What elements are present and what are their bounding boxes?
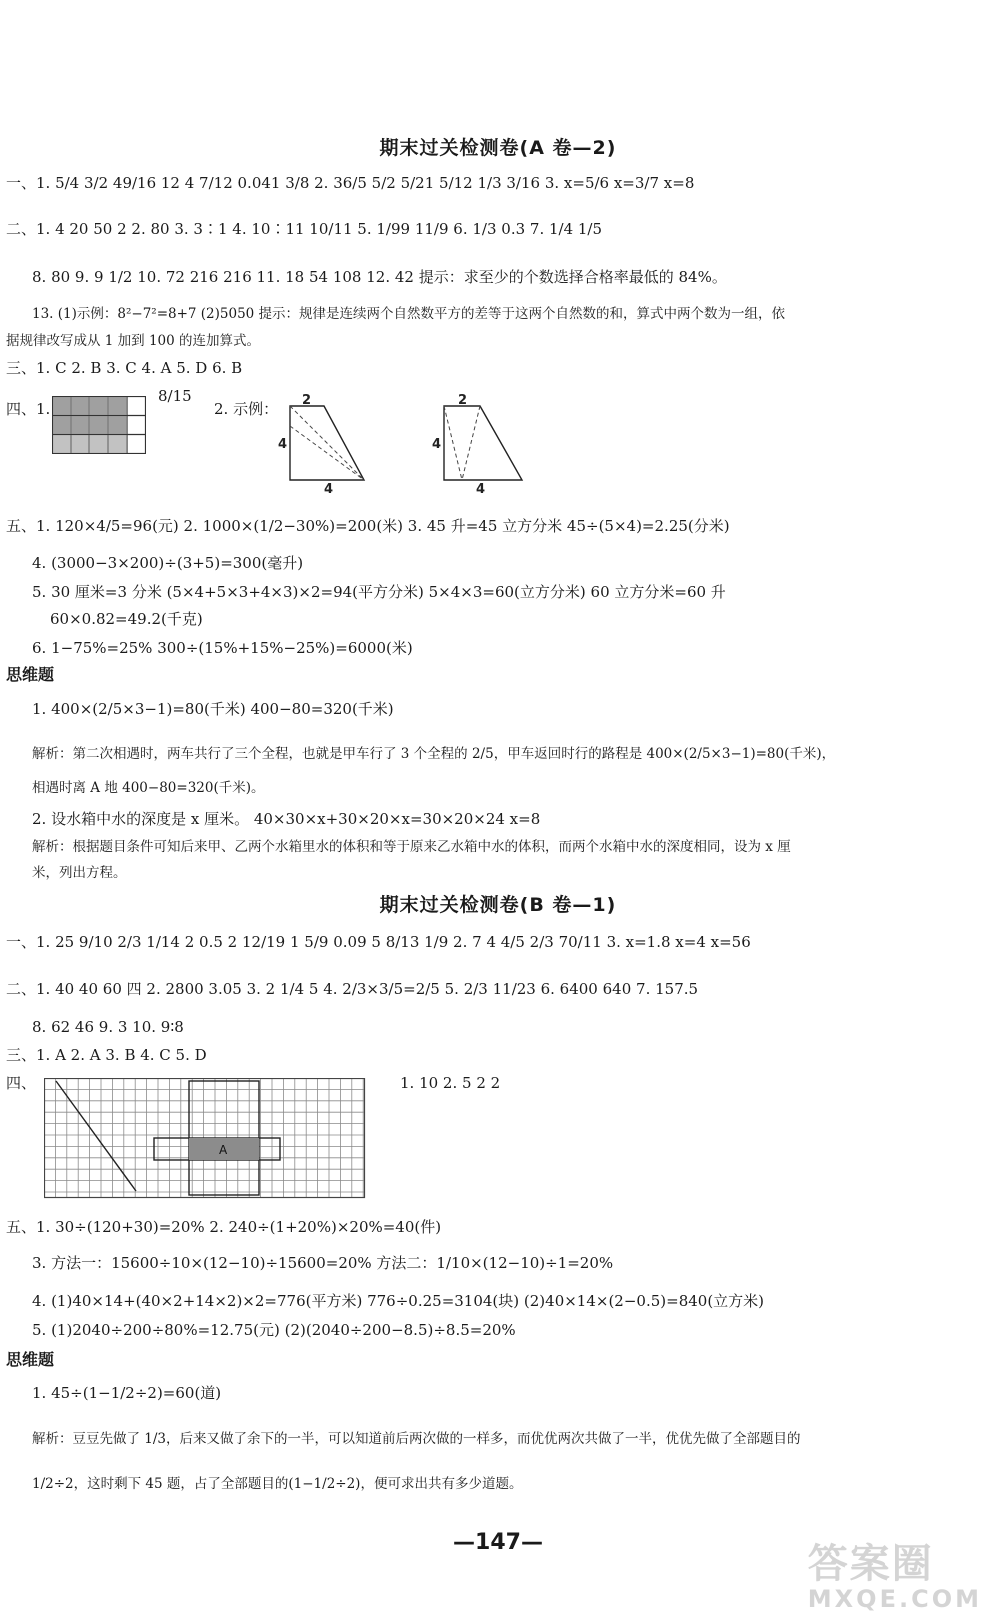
a-part1-answers: 一、1. 5/4 3/2 49/16 12 4 7/12 0.041 3/8 2. 36/5 5/2 5/21 5/12 1/3 3/16 3. x=5/6 x=3/7 x=8 [6, 174, 695, 192]
page-number: —147— [453, 1530, 543, 1555]
a-part5-line5: 6. 1−75%=25% 300÷(15%+15%−25%)=6000(米) [32, 639, 413, 657]
section-a-title: 期末过关检测卷(A 卷—2) [379, 137, 617, 159]
a-thinking-q2-analysis-1: 解析：根据题目条件可知后来甲、乙两个水箱里水的体积和等于原来乙水箱中水的体积，而两个水箱中水的深度相同，设为 x 厘 [32, 839, 791, 855]
b-part5-line2: 3. 方法一：15600÷10×(12−10)÷15600=20% 方法二：1/10×(12−10)÷1=20% [32, 1254, 614, 1272]
a-part4-label: 四、1. [6, 400, 51, 418]
a-thinking-q1: 1. 400×(2/5×3−1)=80(千米) 400−80=320(千米) [32, 700, 394, 718]
a-thinking-q2-analysis-2: 米，列出方程。 [32, 865, 127, 881]
a-thinking-q1-analysis-1: 解析：第二次相遇时，两车共行了三个全程，也就是甲车行了 3 个全程的 2/5，甲车返回时行的路程是 400×(2/5×3−1)=80(千米)， [32, 746, 836, 762]
b-part5-line4: 5. (1)2040÷200÷80%=12.75(元) (2)(2040÷200−8.5)÷8.5=20% [32, 1321, 516, 1339]
a-part2-line1: 二、1. 4 20 50 2 2. 80 3. 3∶1 4. 10∶11 10/11 5. 1/99 11/9 6. 1/3 0.3 7. 1/4 1/5 [6, 220, 603, 238]
fraction-grid-figure [52, 396, 146, 454]
section-b-title: 期末过关检测卷(B 卷—1) [379, 894, 617, 916]
b-thinking-q1-analysis-2: 1/2÷2，这时剩下 45 题，占了全部题目的(1−1/2÷2)，便可求出共有多少道题。 [32, 1476, 523, 1492]
b-thinking-heading: 思维题 [6, 1350, 55, 1369]
dim-label: 2 [302, 394, 312, 408]
b-part2-line1: 二、1. 40 40 60 四 2. 2800 3.05 3. 2 1/4 5 4. 2/3×3/5=2/5 5. 2/3 11/23 6. 6400 640 7. 157.5 [6, 980, 699, 998]
a-part3-answers: 三、1. C 2. B 3. C 4. A 5. D 6. B [6, 359, 243, 377]
a-part5-line1: 五、1. 120×4/5=96(元) 2. 1000×(1/2−30%)=200(米) 3. 45 升=45 立方分米 45÷(5×4)=2.25(分米) [6, 517, 730, 535]
b-part4-answers: 1. 10 2. 5 2 2 [400, 1074, 501, 1092]
a-part2-line2: 8. 80 9. 9 1/2 10. 72 216 216 11. 18 54 108 12. 42 提示：求至少的个数选择合格率最低的 84%。 [32, 268, 727, 286]
a-part5-line3: 5. 30 厘米=3 分米 (5×4+5×3+4×3)×2=94(平方分米) 5×4×3=60(立方分米) 60 立方分米=60 升 [32, 583, 726, 601]
grid-label-a: A [219, 1143, 228, 1157]
a-part2-line4: 据规律改写成从 1 加到 100 的连加算式。 [6, 333, 261, 349]
watermark-url: MXQE.COM [807, 1585, 982, 1613]
b-thinking-q1: 1. 45÷(1−1/2÷2)=60(道) [32, 1384, 222, 1402]
b-part3-answers: 三、1. A 2. A 3. B 4. C 5. D [6, 1046, 207, 1064]
a-part4-fraction: 8/15 [158, 387, 192, 405]
a-thinking-q1-analysis-2: 相遇时离 A 地 400−80=320(千米)。 [32, 780, 265, 796]
a-part5-line4: 60×0.82=49.2(千克) [50, 610, 203, 628]
b-part4-label: 四、 [6, 1074, 37, 1092]
b-part5-line1: 五、1. 30÷(120+30)=20% 2. 240÷(1+20%)×20%=40(件) [6, 1218, 442, 1236]
a-part5-line2: 4. (3000−3×200)÷(3+5)=300(毫升) [32, 554, 304, 572]
a-thinking-heading: 思维题 [6, 665, 55, 684]
a-part4-example-label: 2. 示例： [214, 400, 279, 418]
a-thinking-q2: 2. 设水箱中水的深度是 x 厘米。 40×30×x+30×20×x=30×20×24 x=8 [32, 810, 541, 828]
b-part1-answers: 一、1. 25 9/10 2/3 1/14 2 0.5 2 12/19 1 5/9 0.09 5 8/13 1/9 2. 7 4 4/5 2/3 70/11 3. x=1.8 x=4 x=56 [6, 933, 751, 951]
a-part2-line3: 13. (1)示例：8²−7²=8+7 (2)5050 提示：规律是连续两个自然数平方的差等于这两个自然数的和，算式中两个数为一组，依 [32, 306, 786, 322]
trapezoid-figure-1 [272, 394, 372, 494]
dim-label: 4 [432, 437, 442, 452]
square-grid-figure [44, 1078, 368, 1200]
b-part2-line2: 8. 62 46 9. 3 10. 9∶8 [32, 1018, 184, 1036]
dim-label: 4 [278, 437, 288, 452]
b-part5-line3: 4. (1)40×14+(40×2+14×2)×2=776(平方米) 776÷0.25=3104(块) (2)40×14×(2−0.5)=840(立方米) [32, 1292, 765, 1310]
watermark-text: 答案圈 [807, 1541, 934, 1587]
dim-label: 4 [476, 482, 486, 494]
dim-label: 2 [458, 394, 468, 408]
b-thinking-q1-analysis-1: 解析：豆豆先做了 1/3，后来又做了余下的一半，可以知道前后两次做的一样多，而优优两次共做了一半，优优先做了全部题目的 [32, 1431, 801, 1447]
trapezoid-figure-2 [428, 394, 532, 494]
dim-label: 4 [324, 482, 334, 494]
watermark-logo [808, 1532, 982, 1613]
